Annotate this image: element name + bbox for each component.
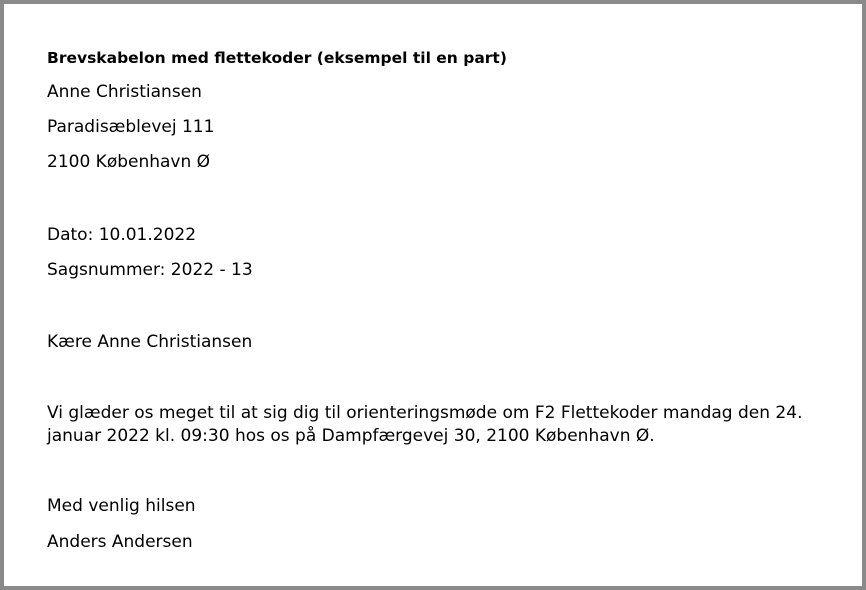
salutation: Kære Anne Christiansen: [47, 332, 253, 352]
recipient-street: Paradisæblevej 111: [47, 117, 215, 137]
recipient-name: Anne Christiansen: [47, 82, 202, 102]
case-number-line: Sagsnummer: 2022 - 13: [47, 260, 253, 280]
letter-title: Brevskabelon med flettekoder (eksempel til en part): [47, 49, 507, 67]
closing: Med venlig hilsen: [47, 496, 196, 516]
sender-name: Anders Andersen: [47, 532, 193, 552]
recipient-city: 2100 København Ø: [47, 152, 211, 172]
date-line: Dato: 10.01.2022: [47, 225, 197, 245]
body-line-2: januar 2022 kl. 09:30 hos os på Dampfærgevej 30, 2100 København Ø.: [47, 426, 655, 446]
body-line-1: Vi glæder os meget til at sig dig til orienteringsmøde om F2 Flettekoder mandag den 24.: [47, 403, 803, 423]
